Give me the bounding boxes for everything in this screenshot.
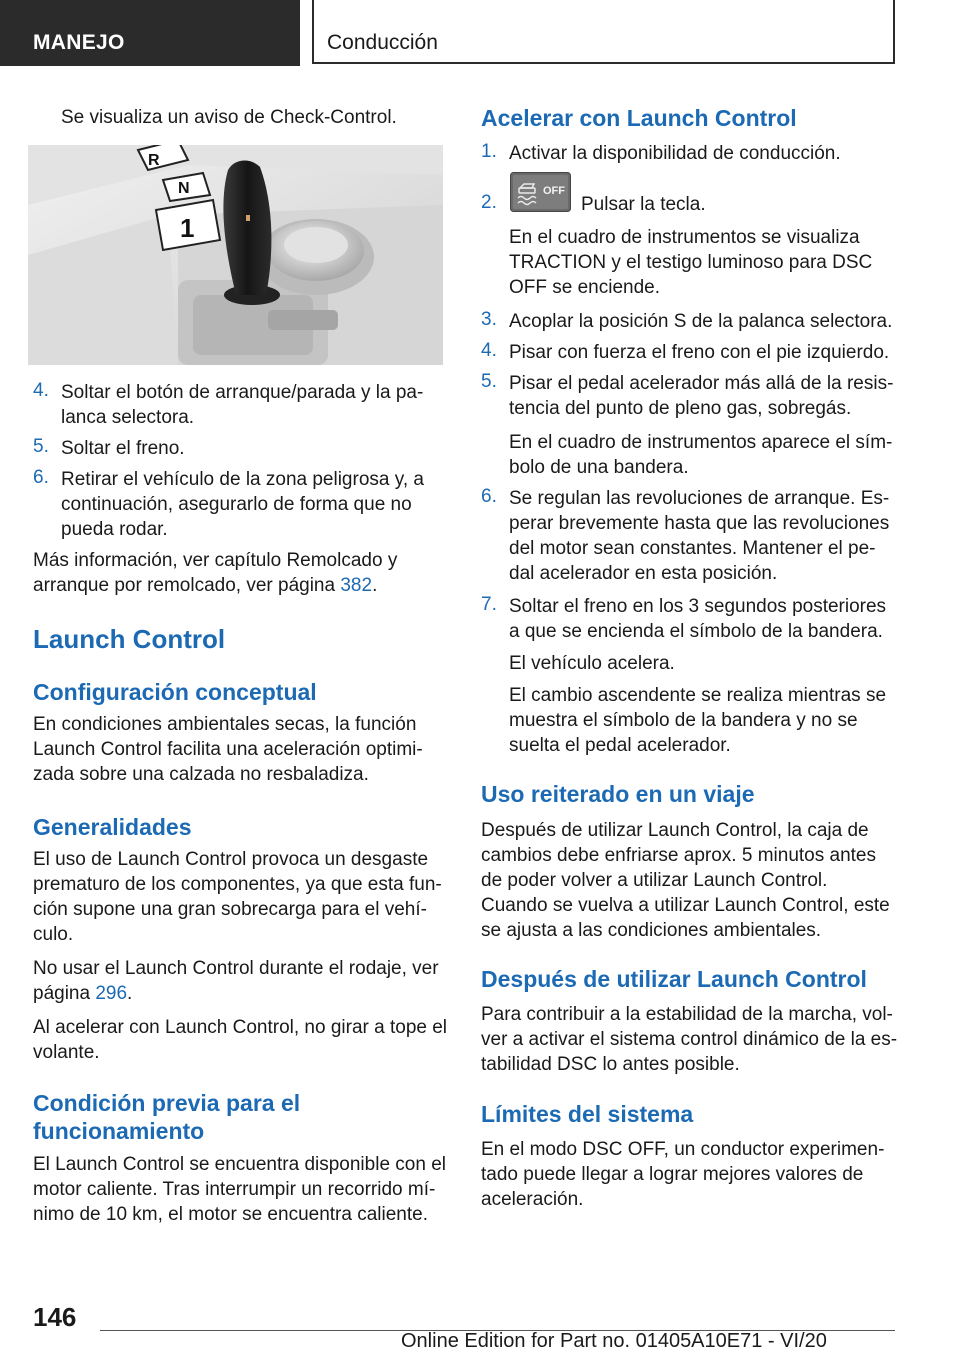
step-sub-text: OFF se enciende. <box>509 277 661 298</box>
after-text: Para contribuir a la estabilidad de la marcha, vol- <box>481 1004 893 1025</box>
step-number: 4. <box>481 340 497 361</box>
step-text: pueda rodar. <box>61 519 168 540</box>
step-text: tencia del punto de pleno gas, sobregás. <box>509 398 852 419</box>
gear-selector-illustration <box>28 145 443 365</box>
concept-text: En condiciones ambientales secas, la función <box>33 714 417 735</box>
heading-general: Generalidades <box>33 814 192 840</box>
step-text: Soltar el freno en los 3 segundos posteriores <box>509 596 887 617</box>
page-number: 146 <box>33 1302 77 1332</box>
heading-limits: Límites del sistema <box>481 1101 694 1127</box>
step-text: Soltar el freno. <box>61 438 185 459</box>
limits-text: tado puede llegar a lograr mejores valores de <box>481 1164 864 1185</box>
section-title-launch-control: Launch Control <box>33 624 226 654</box>
heading-precondition: funcionamiento <box>33 1118 205 1144</box>
step-sub-text: suelta el pedal acelerador. <box>509 735 731 756</box>
chapter-tab: Conducción <box>312 0 895 64</box>
edition-text: Online Edition for Part no. 01405A10E71 - VI/20 <box>401 1330 827 1352</box>
step-number: 3. <box>481 309 497 330</box>
step-number: 7. <box>481 594 497 615</box>
period: . <box>127 983 133 1004</box>
step-text: lanca selectora. <box>61 407 195 428</box>
step-sub-text: El cambio ascendente se realiza mientras se <box>509 685 887 706</box>
heading-after: Después de utilizar Launch Control <box>481 966 867 992</box>
after-text: ver a activar el sistema control dinámico de la es- <box>481 1029 898 1050</box>
step-sub-text: TRACTION y el testigo luminoso para DSC <box>509 252 873 273</box>
repeat-text: cambios debe enfriarse aprox. 5 minutos antes <box>481 845 876 866</box>
precondition-text: nimo de 10 km, el motor se encuentra caliente. <box>33 1204 428 1225</box>
step-text: Activar la disponibilidad de conducción. <box>509 143 841 164</box>
more-info-text-tail: arranque por remolcado, ver página <box>33 575 341 596</box>
repeat-text: Después de utilizar Launch Control, la caja de <box>481 820 869 841</box>
heading-accelerate: Acelerar con Launch Control <box>481 105 797 131</box>
step-sub-text: En el cuadro de instrumentos se visualiza <box>509 227 860 248</box>
limits-text: aceleración. <box>481 1189 584 1210</box>
figure-label-n: N <box>178 180 190 197</box>
steer-text: Al acelerar con Launch Control, no girar a tope el <box>33 1017 448 1038</box>
step-sub-text: En el cuadro de instrumentos aparece el sím- <box>509 432 893 453</box>
figure-label-r: R <box>148 152 160 169</box>
general-text: El uso de Launch Control provoca un desgaste <box>33 849 429 870</box>
page-link-382[interactable]: 382 <box>340 575 373 596</box>
step-text: Se regulan las revoluciones de arranque. Es- <box>509 488 890 509</box>
step-text: Retirar el vehículo de la zona peligrosa y, a <box>61 469 424 490</box>
step-number: 5. <box>33 436 49 457</box>
figure-label-1: 1 <box>180 213 195 243</box>
heading-concept: Configuración conceptual <box>33 679 317 705</box>
step-number: 6. <box>481 486 497 507</box>
step-sub-text: El vehículo acelera. <box>509 653 675 674</box>
step-number: 2. <box>481 192 497 213</box>
step-number: 5. <box>481 371 497 392</box>
step-text: Pisar el pedal acelerador más allá de la resis- <box>509 373 894 394</box>
more-info-text: Más información, ver capítulo Remolcado y <box>33 550 398 571</box>
step-text: del motor sean constantes. Mantener el pe- <box>509 538 876 559</box>
step-text: perar brevemente hasta que las revoluciones <box>509 513 890 534</box>
dsc-button-label: OFF <box>543 185 565 197</box>
step-number: 6. <box>33 467 49 488</box>
repeat-text: se ajusta a las condiciones ambientales. <box>481 920 822 941</box>
period: . <box>372 575 378 596</box>
step-sub-text: bolo de una bandera. <box>509 457 689 478</box>
step-text: a que se encienda el símbolo de la bandera. <box>509 621 883 642</box>
check-control-note: Se visualiza un aviso de Check-Control. <box>61 107 397 128</box>
precondition-text: motor caliente. Tras interrumpir un recorrido mí- <box>33 1179 436 1200</box>
page-header <box>0 0 960 66</box>
concept-text: Launch Control facilita una aceleración optimi- <box>33 739 423 760</box>
step-text: Pulsar la tecla. <box>581 194 706 215</box>
step-text: continuación, asegurarlo de forma que no <box>61 494 412 515</box>
general-text: prematuro de los componentes, ya que esta fun- <box>33 874 442 895</box>
repeat-text: de poder volver a utilizar Launch Control. <box>481 870 828 891</box>
step-sub-text: muestra el símbolo de la bandera y no se <box>509 710 858 731</box>
step-number: 4. <box>33 380 49 401</box>
limits-text: En el modo DSC OFF, un conductor experimen- <box>481 1139 885 1160</box>
heading-precondition: Condición previa para el <box>33 1090 301 1116</box>
step-text: dal acelerador en esta posición. <box>509 563 778 584</box>
run-in-text-tail: página <box>33 983 96 1004</box>
page-link-296[interactable]: 296 <box>95 983 128 1004</box>
section-tab: MANEJO <box>0 0 300 66</box>
general-text: culo. <box>33 924 74 945</box>
dsc-off-button-icon <box>510 172 571 212</box>
run-in-text: No usar el Launch Control durante el rodaje, ver <box>33 958 439 979</box>
step-number: 1. <box>481 141 497 162</box>
run-in-text <box>33 981 132 1006</box>
repeat-text: Cuando se vuelva a utilizar Launch Control, este <box>481 895 890 916</box>
step-text: Pisar con fuerza el freno con el pie izquierdo. <box>509 342 890 363</box>
concept-text: zada sobre una calzada no resbaladiza. <box>33 764 369 785</box>
precondition-text: El Launch Control se encuentra disponible con el <box>33 1154 446 1175</box>
after-text: tabilidad DSC lo antes posible. <box>481 1054 740 1075</box>
step-text: Soltar el botón de arranque/parada y la pa- <box>61 382 424 403</box>
general-text: ción supone una gran sobrecarga para el vehí- <box>33 899 427 920</box>
step-text: Acoplar la posición S de la palanca selectora. <box>509 311 893 332</box>
more-info-text <box>33 573 377 598</box>
heading-repeat: Uso reiterado en un viaje <box>481 781 755 807</box>
steer-text: volante. <box>33 1042 100 1063</box>
